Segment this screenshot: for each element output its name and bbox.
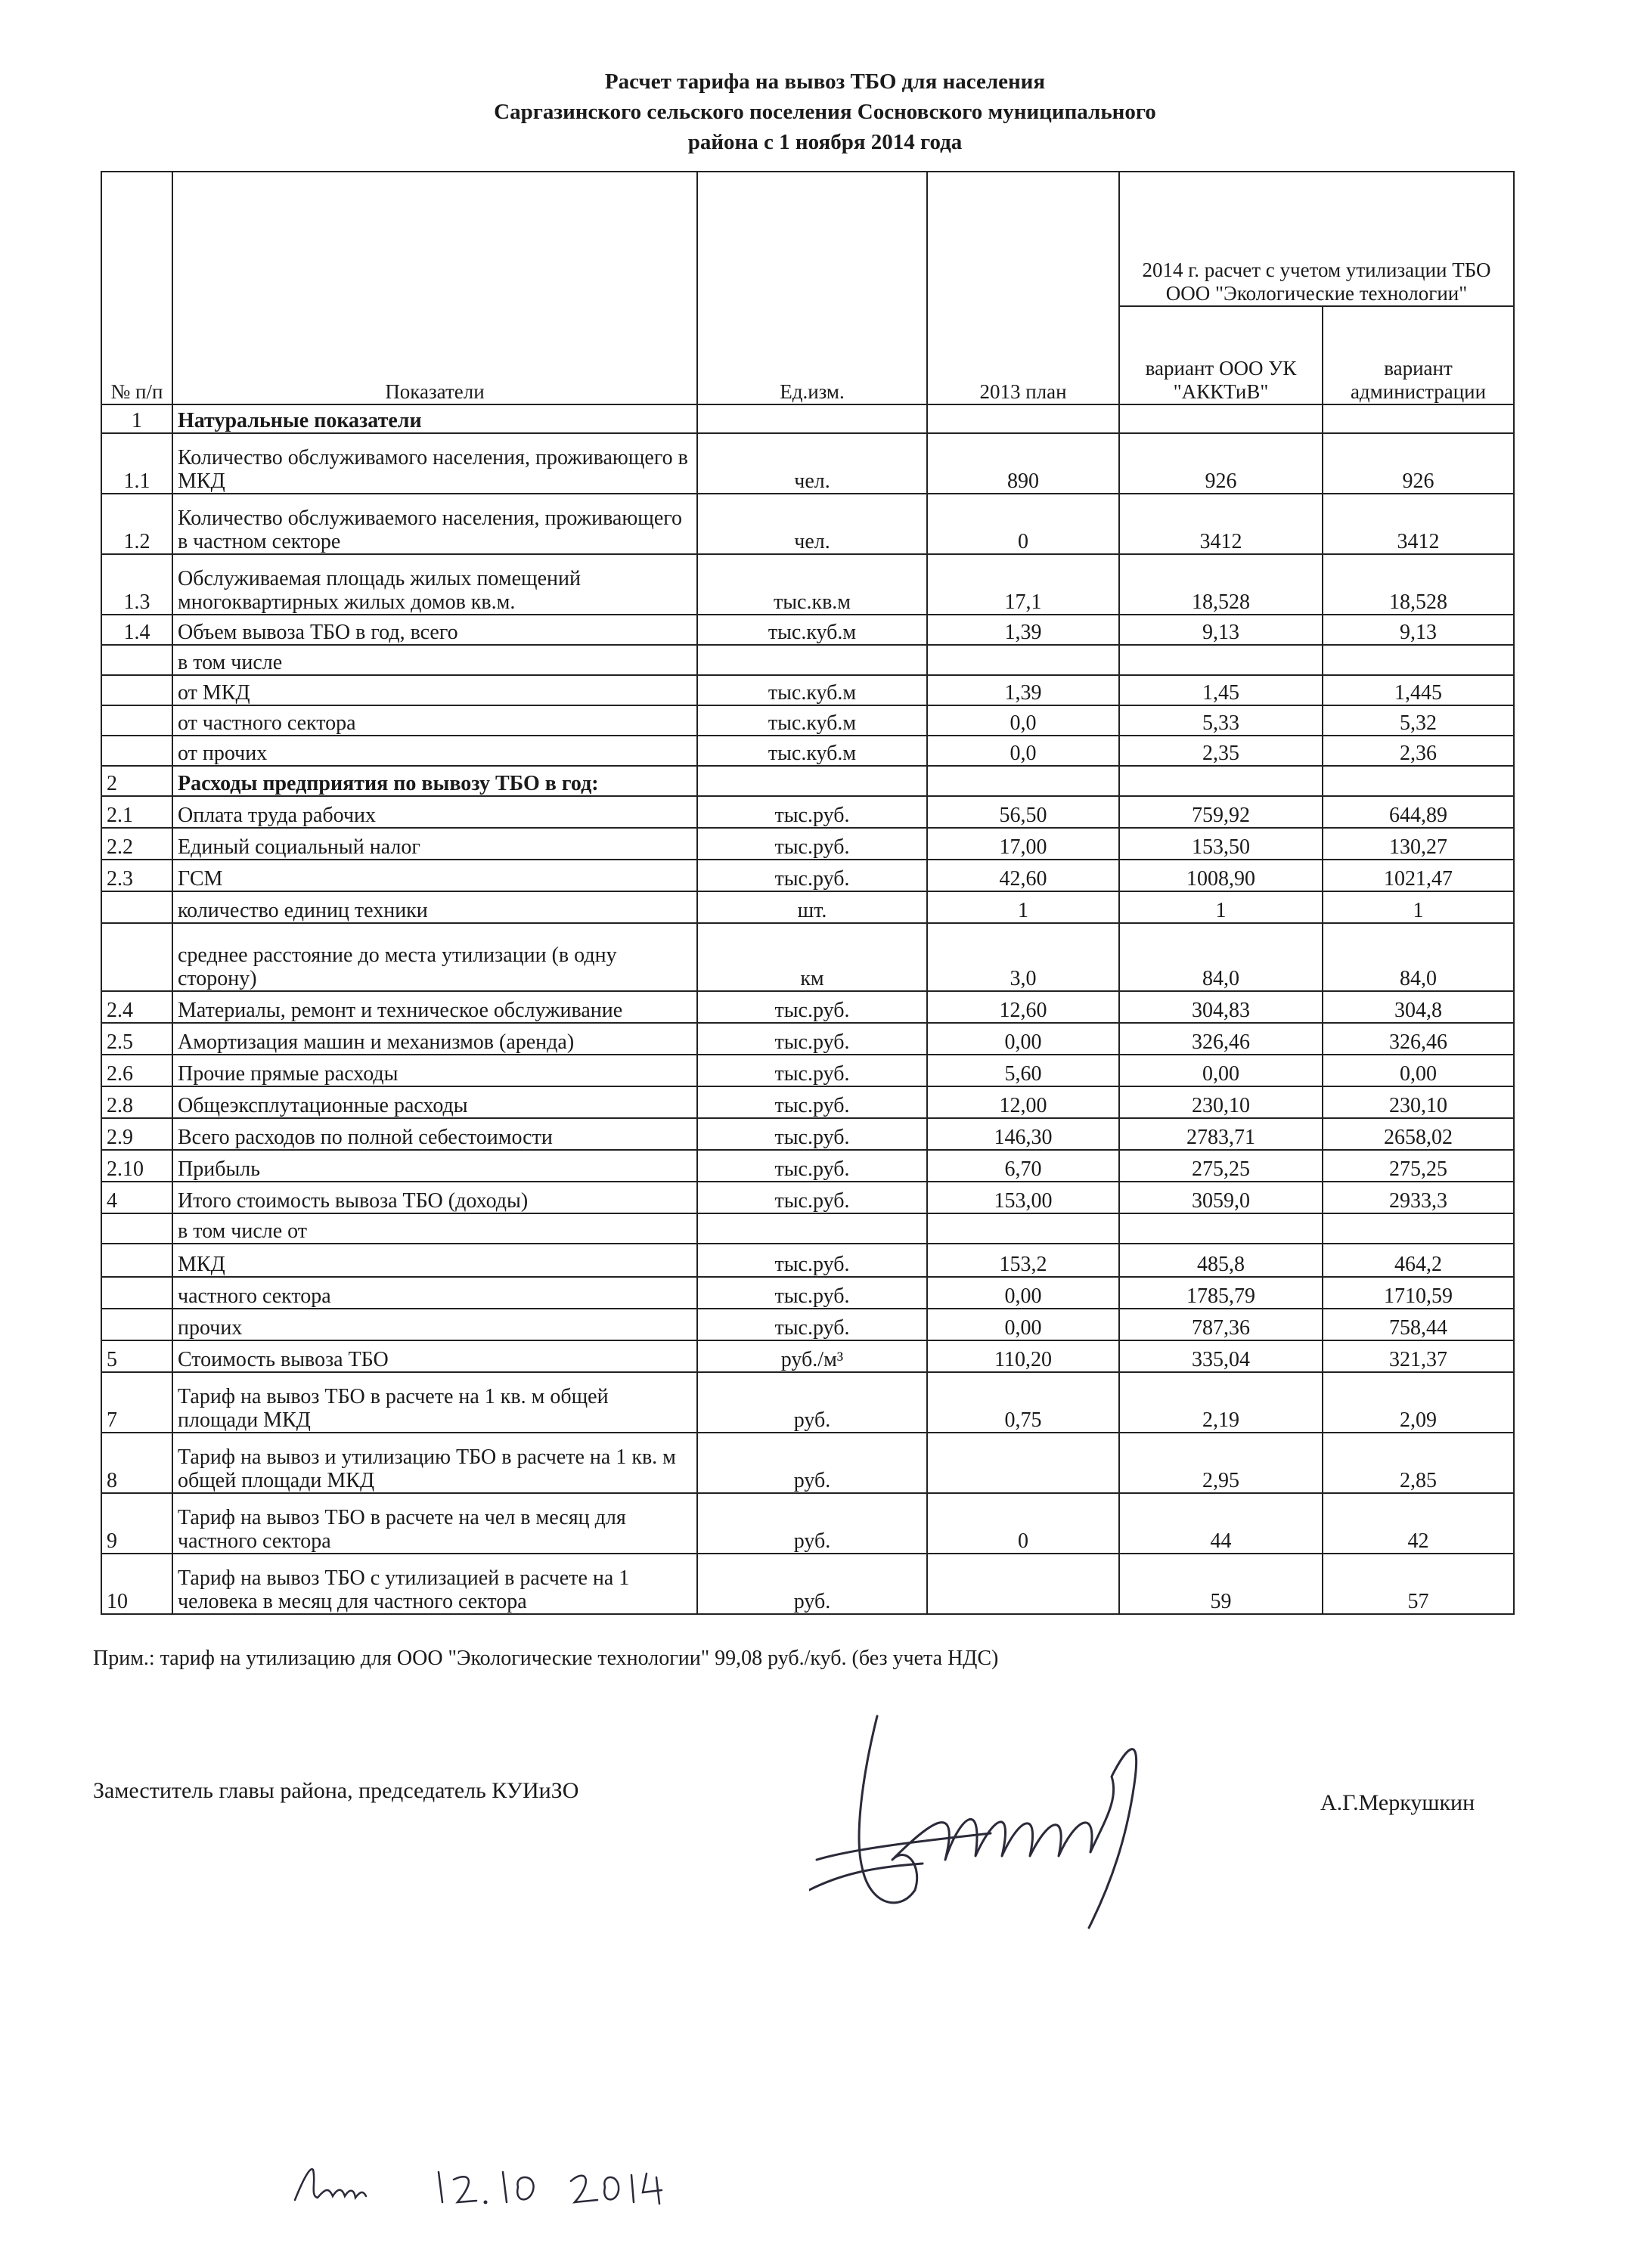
row-label: Итого стоимость вывоза ТБО (доходы) bbox=[172, 1182, 697, 1213]
row-variant-uk: 18,528 bbox=[1119, 554, 1323, 615]
row-label: Обслуживаемая площадь жилых помещений многоквартирных жилых домов кв.м. bbox=[172, 554, 697, 615]
row-label: Тариф на вывоз ТБО с утилизацией в расчете на 1 человека в месяц для частного сектора bbox=[172, 1554, 697, 1614]
row-variant-admin bbox=[1323, 1213, 1514, 1244]
handwritten-date-drawing bbox=[287, 2158, 681, 2219]
row-label: от прочих bbox=[172, 736, 697, 766]
document-title bbox=[0, 67, 1650, 157]
header-calc-2014: 2014 г. расчет с учетом утилизации ТБО ООО "Экологические технологии" bbox=[1119, 172, 1514, 306]
row-label: Единый социальный налог bbox=[172, 828, 697, 860]
row-num bbox=[101, 1213, 172, 1244]
row-variant-uk: 59 bbox=[1119, 1554, 1323, 1614]
row-label: Тариф на вывоз ТБО в расчете на 1 кв. м общей площади МКД bbox=[172, 1372, 697, 1433]
row-unit: руб. bbox=[697, 1372, 927, 1433]
row-num: 9 bbox=[101, 1493, 172, 1554]
row-num bbox=[101, 645, 172, 675]
row-variant-admin: 304,8 bbox=[1323, 991, 1514, 1023]
row-variant-admin: 2,36 bbox=[1323, 736, 1514, 766]
table-row bbox=[101, 1086, 1514, 1118]
table-row bbox=[101, 1055, 1514, 1086]
row-variant-admin: 230,10 bbox=[1323, 1086, 1514, 1118]
header-plan-2013: 2013 план bbox=[927, 172, 1119, 404]
row-variant-admin bbox=[1323, 766, 1514, 796]
row-variant-admin: 2933,3 bbox=[1323, 1182, 1514, 1213]
row-variant-uk: 3412 bbox=[1119, 494, 1323, 554]
row-label: от частного сектора bbox=[172, 705, 697, 736]
row-variant-admin: 1 bbox=[1323, 891, 1514, 923]
row-num bbox=[101, 1309, 172, 1340]
row-variant-admin: 275,25 bbox=[1323, 1150, 1514, 1182]
row-unit: тыс.куб.м bbox=[697, 705, 927, 736]
row-num: 4 bbox=[101, 1182, 172, 1213]
row-plan-2013: 0 bbox=[927, 1493, 1119, 1554]
row-unit: руб. bbox=[697, 1433, 927, 1493]
row-variant-admin: 321,37 bbox=[1323, 1340, 1514, 1372]
row-variant-uk: 2,95 bbox=[1119, 1433, 1323, 1493]
table-row bbox=[101, 554, 1514, 615]
row-num bbox=[101, 891, 172, 923]
row-unit: тыс.куб.м bbox=[697, 675, 927, 705]
row-variant-admin: 1021,47 bbox=[1323, 860, 1514, 891]
row-plan-2013: 0,00 bbox=[927, 1309, 1119, 1340]
row-variant-admin: 9,13 bbox=[1323, 615, 1514, 645]
row-variant-uk: 275,25 bbox=[1119, 1150, 1323, 1182]
row-unit bbox=[697, 1213, 927, 1244]
table-row bbox=[101, 1244, 1514, 1277]
row-num: 1.3 bbox=[101, 554, 172, 615]
row-plan-2013: 890 bbox=[927, 433, 1119, 494]
row-variant-uk: 326,46 bbox=[1119, 1023, 1323, 1055]
row-variant-admin: 758,44 bbox=[1323, 1309, 1514, 1340]
row-variant-admin: 5,32 bbox=[1323, 705, 1514, 736]
table-row bbox=[101, 891, 1514, 923]
row-variant-uk bbox=[1119, 404, 1323, 433]
table-row bbox=[101, 1493, 1514, 1554]
row-variant-admin: 644,89 bbox=[1323, 796, 1514, 828]
row-label: Тариф на вывоз ТБО в расчете на чел в месяц для частного сектора bbox=[172, 1493, 697, 1554]
row-label: частного сектора bbox=[172, 1277, 697, 1309]
row-variant-uk: 2783,71 bbox=[1119, 1118, 1323, 1150]
row-variant-admin bbox=[1323, 645, 1514, 675]
row-plan-2013: 146,30 bbox=[927, 1118, 1119, 1150]
row-unit: тыс.руб. bbox=[697, 1023, 927, 1055]
row-num: 2.1 bbox=[101, 796, 172, 828]
row-plan-2013: 0,00 bbox=[927, 1277, 1119, 1309]
row-label: Натуральные показатели bbox=[172, 404, 697, 433]
row-num: 2.2 bbox=[101, 828, 172, 860]
header-variant-admin: вариант администрации bbox=[1323, 306, 1514, 404]
row-variant-admin: 464,2 bbox=[1323, 1244, 1514, 1277]
row-plan-2013: 17,1 bbox=[927, 554, 1119, 615]
row-variant-admin: 84,0 bbox=[1323, 923, 1514, 991]
row-variant-uk bbox=[1119, 645, 1323, 675]
row-variant-admin: 57 bbox=[1323, 1554, 1514, 1614]
row-label: Тариф на вывоз и утилизацию ТБО в расчете на 1 кв. м общей площади МКД bbox=[172, 1433, 697, 1493]
row-variant-admin: 3412 bbox=[1323, 494, 1514, 554]
row-plan-2013: 17,00 bbox=[927, 828, 1119, 860]
row-num: 2.3 bbox=[101, 860, 172, 891]
title-line-3: района с 1 ноября 2014 года bbox=[687, 130, 963, 154]
table-row bbox=[101, 705, 1514, 736]
row-unit: чел. bbox=[697, 494, 927, 554]
table-row bbox=[101, 860, 1514, 891]
row-unit: тыс.руб. bbox=[697, 828, 927, 860]
row-label: Прочие прямые расходы bbox=[172, 1055, 697, 1086]
table-row bbox=[101, 1309, 1514, 1340]
row-unit: чел. bbox=[697, 433, 927, 494]
tariff-table bbox=[101, 171, 1515, 1615]
row-variant-uk: 84,0 bbox=[1119, 923, 1323, 991]
table-row bbox=[101, 1372, 1514, 1433]
row-unit: тыс.руб. bbox=[697, 1309, 927, 1340]
table-row bbox=[101, 991, 1514, 1023]
row-label: Материалы, ремонт и техническое обслуживание bbox=[172, 991, 697, 1023]
row-variant-admin: 326,46 bbox=[1323, 1023, 1514, 1055]
title-line-1: Расчет тарифа на вывоз ТБО для населения bbox=[604, 70, 1046, 94]
row-label: Количество обслуживамого населения, проживающего в МКД bbox=[172, 433, 697, 494]
header-row bbox=[101, 172, 1514, 306]
row-num: 2 bbox=[101, 766, 172, 796]
row-variant-uk: 2,35 bbox=[1119, 736, 1323, 766]
row-variant-uk: 485,8 bbox=[1119, 1244, 1323, 1277]
table-row bbox=[101, 766, 1514, 796]
table-row bbox=[101, 1182, 1514, 1213]
table-row bbox=[101, 404, 1514, 433]
row-plan-2013: 153,2 bbox=[927, 1244, 1119, 1277]
row-plan-2013 bbox=[927, 1554, 1119, 1614]
row-plan-2013: 42,60 bbox=[927, 860, 1119, 891]
row-variant-uk: 1 bbox=[1119, 891, 1323, 923]
row-plan-2013: 56,50 bbox=[927, 796, 1119, 828]
row-variant-uk: 2,19 bbox=[1119, 1372, 1323, 1433]
row-label: среднее расстояние до места утилизации (в одну сторону) bbox=[172, 923, 697, 991]
row-variant-uk: 926 bbox=[1119, 433, 1323, 494]
row-unit: тыс.руб. bbox=[697, 860, 927, 891]
row-label: ГСМ bbox=[172, 860, 697, 891]
table-row bbox=[101, 645, 1514, 675]
table-row bbox=[101, 675, 1514, 705]
row-num: 5 bbox=[101, 1340, 172, 1372]
row-num: 2.5 bbox=[101, 1023, 172, 1055]
header-variant-uk: вариант ООО УК "АККТиВ" bbox=[1119, 306, 1323, 404]
row-plan-2013: 0,75 bbox=[927, 1372, 1119, 1433]
row-unit bbox=[697, 645, 927, 675]
row-variant-admin: 1710,59 bbox=[1323, 1277, 1514, 1309]
row-plan-2013: 5,60 bbox=[927, 1055, 1119, 1086]
row-label: Прибыль bbox=[172, 1150, 697, 1182]
row-plan-2013 bbox=[927, 766, 1119, 796]
row-plan-2013 bbox=[927, 1213, 1119, 1244]
table-row bbox=[101, 433, 1514, 494]
table-row bbox=[101, 494, 1514, 554]
row-variant-uk: 335,04 bbox=[1119, 1340, 1323, 1372]
signer-name: А.Г.Меркушкин bbox=[1320, 1790, 1475, 1815]
row-label: количество единиц техники bbox=[172, 891, 697, 923]
row-variant-admin: 1,445 bbox=[1323, 675, 1514, 705]
row-label: Количество обслуживаемого населения, проживающего в частном секторе bbox=[172, 494, 697, 554]
row-unit: тыс.руб. bbox=[697, 1118, 927, 1150]
row-plan-2013: 12,00 bbox=[927, 1086, 1119, 1118]
row-unit: тыс.куб.м bbox=[697, 615, 927, 645]
row-num bbox=[101, 923, 172, 991]
row-plan-2013: 1,39 bbox=[927, 615, 1119, 645]
row-num: 2.6 bbox=[101, 1055, 172, 1086]
row-unit: руб. bbox=[697, 1493, 927, 1554]
table-row bbox=[101, 1213, 1514, 1244]
table-row bbox=[101, 736, 1514, 766]
table-row bbox=[101, 1277, 1514, 1309]
row-label: Общеэксплутационные расходы bbox=[172, 1086, 697, 1118]
row-num: 7 bbox=[101, 1372, 172, 1433]
row-plan-2013: 0 bbox=[927, 494, 1119, 554]
row-num: 1.4 bbox=[101, 615, 172, 645]
table-row bbox=[101, 923, 1514, 991]
row-label: в том числе от bbox=[172, 1213, 697, 1244]
row-variant-uk: 0,00 bbox=[1119, 1055, 1323, 1086]
table-row bbox=[101, 1023, 1514, 1055]
row-label: Расходы предприятия по вывозу ТБО в год: bbox=[172, 766, 697, 796]
row-num: 2.9 bbox=[101, 1118, 172, 1150]
row-plan-2013 bbox=[927, 404, 1119, 433]
table-row bbox=[101, 1433, 1514, 1493]
row-variant-uk: 9,13 bbox=[1119, 615, 1323, 645]
row-num: 1 bbox=[101, 404, 172, 433]
row-variant-uk: 759,92 bbox=[1119, 796, 1323, 828]
row-variant-uk bbox=[1119, 766, 1323, 796]
row-variant-admin: 926 bbox=[1323, 433, 1514, 494]
footnote: Прим.: тариф на утилизацию для ООО "Экологические технологии" 99,08 руб./куб. (без учета НДС) bbox=[93, 1647, 999, 1670]
row-plan-2013: 0,00 bbox=[927, 1023, 1119, 1055]
row-unit: руб./м³ bbox=[697, 1340, 927, 1372]
row-variant-admin: 2,85 bbox=[1323, 1433, 1514, 1493]
row-variant-uk: 153,50 bbox=[1119, 828, 1323, 860]
row-plan-2013 bbox=[927, 1433, 1119, 1493]
table-row bbox=[101, 796, 1514, 828]
row-variant-uk: 1008,90 bbox=[1119, 860, 1323, 891]
table-row bbox=[101, 1150, 1514, 1182]
row-plan-2013: 0,0 bbox=[927, 705, 1119, 736]
row-variant-uk: 44 bbox=[1119, 1493, 1323, 1554]
header-indicator: Показатели bbox=[172, 172, 697, 404]
row-num bbox=[101, 736, 172, 766]
row-variant-uk: 3059,0 bbox=[1119, 1182, 1323, 1213]
row-variant-uk: 304,83 bbox=[1119, 991, 1323, 1023]
row-plan-2013: 12,60 bbox=[927, 991, 1119, 1023]
row-label: Объем вывоза ТБО в год, всего bbox=[172, 615, 697, 645]
row-num bbox=[101, 675, 172, 705]
row-variant-uk bbox=[1119, 1213, 1323, 1244]
row-num: 10 bbox=[101, 1554, 172, 1614]
row-plan-2013: 3,0 bbox=[927, 923, 1119, 991]
row-label: Амортизация машин и механизмов (аренда) bbox=[172, 1023, 697, 1055]
row-unit: тыс.руб. bbox=[697, 1182, 927, 1213]
row-plan-2013 bbox=[927, 645, 1119, 675]
row-plan-2013: 153,00 bbox=[927, 1182, 1119, 1213]
signer-position: Заместитель главы района, председатель КУИиЗО bbox=[93, 1778, 579, 1803]
row-variant-admin: 0,00 bbox=[1323, 1055, 1514, 1086]
row-unit: тыс.руб. bbox=[697, 1244, 927, 1277]
row-variant-uk: 230,10 bbox=[1119, 1086, 1323, 1118]
row-variant-admin: 18,528 bbox=[1323, 554, 1514, 615]
row-label: прочих bbox=[172, 1309, 697, 1340]
row-num: 1.1 bbox=[101, 433, 172, 494]
row-unit: руб. bbox=[697, 1554, 927, 1614]
row-unit bbox=[697, 766, 927, 796]
table-row bbox=[101, 615, 1514, 645]
table-row bbox=[101, 1118, 1514, 1150]
row-variant-admin: 42 bbox=[1323, 1493, 1514, 1554]
signature-drawing bbox=[809, 1686, 1157, 1935]
row-num: 8 bbox=[101, 1433, 172, 1493]
row-unit: тыс.руб. bbox=[697, 1150, 927, 1182]
row-unit: тыс.руб. bbox=[697, 796, 927, 828]
header-unit: Ед.изм. bbox=[697, 172, 927, 404]
row-unit: тыс.руб. bbox=[697, 1277, 927, 1309]
row-plan-2013: 0,0 bbox=[927, 736, 1119, 766]
row-plan-2013: 110,20 bbox=[927, 1340, 1119, 1372]
title-line-2: Саргазинского сельского поселения Сосновского муниципального bbox=[494, 100, 1156, 124]
row-unit: шт. bbox=[697, 891, 927, 923]
row-num: 2.8 bbox=[101, 1086, 172, 1118]
row-variant-uk: 5,33 bbox=[1119, 705, 1323, 736]
row-variant-uk: 787,36 bbox=[1119, 1309, 1323, 1340]
row-unit: км bbox=[697, 923, 927, 991]
row-plan-2013: 6,70 bbox=[927, 1150, 1119, 1182]
table-row bbox=[101, 1340, 1514, 1372]
row-variant-admin: 130,27 bbox=[1323, 828, 1514, 860]
table-row bbox=[101, 828, 1514, 860]
header-num: № п/п bbox=[101, 172, 172, 404]
row-unit: тыс.руб. bbox=[697, 1055, 927, 1086]
row-label: Стоимость вывоза ТБО bbox=[172, 1340, 697, 1372]
row-unit: тыс.руб. bbox=[697, 991, 927, 1023]
row-label: МКД bbox=[172, 1244, 697, 1277]
row-unit: тыс.кв.м bbox=[697, 554, 927, 615]
row-label: в том числе bbox=[172, 645, 697, 675]
row-variant-admin bbox=[1323, 404, 1514, 433]
row-num: 2.10 bbox=[101, 1150, 172, 1182]
row-num bbox=[101, 705, 172, 736]
row-num bbox=[101, 1277, 172, 1309]
row-num: 1.2 bbox=[101, 494, 172, 554]
table-row bbox=[101, 1554, 1514, 1614]
row-plan-2013: 1,39 bbox=[927, 675, 1119, 705]
row-num bbox=[101, 1244, 172, 1277]
row-label: Оплата труда рабочих bbox=[172, 796, 697, 828]
row-plan-2013: 1 bbox=[927, 891, 1119, 923]
row-unit: тыс.куб.м bbox=[697, 736, 927, 766]
row-variant-uk: 1,45 bbox=[1119, 675, 1323, 705]
row-unit: тыс.руб. bbox=[697, 1086, 927, 1118]
row-variant-admin: 2658,02 bbox=[1323, 1118, 1514, 1150]
row-unit bbox=[697, 404, 927, 433]
row-label: от МКД bbox=[172, 675, 697, 705]
row-variant-uk: 1785,79 bbox=[1119, 1277, 1323, 1309]
row-variant-admin: 2,09 bbox=[1323, 1372, 1514, 1433]
row-num: 2.4 bbox=[101, 991, 172, 1023]
row-label: Всего расходов по полной себестоимости bbox=[172, 1118, 697, 1150]
